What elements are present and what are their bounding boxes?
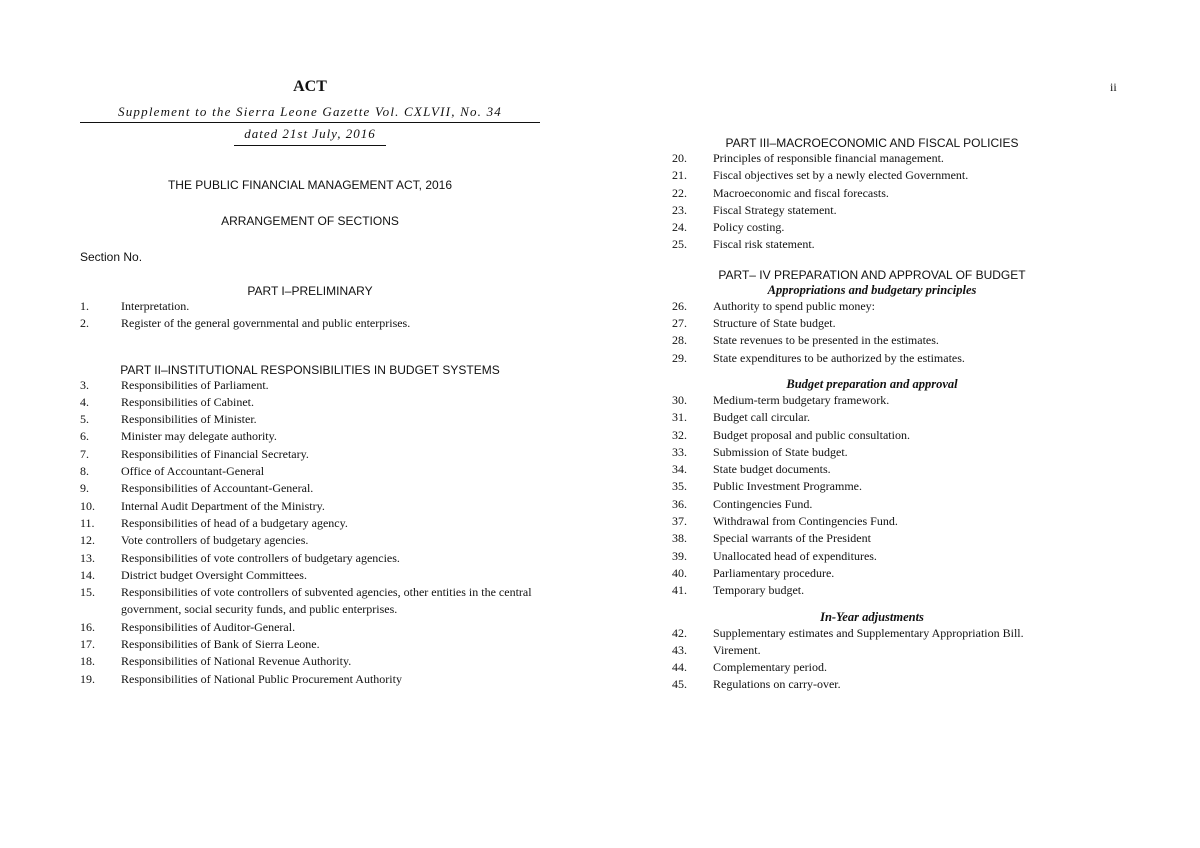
in-year-adjustments-subheading: In-Year adjustments — [820, 609, 924, 624]
section-item — [80, 446, 540, 463]
section-item — [672, 496, 1072, 513]
section-title: Fiscal Strategy statement. — [713, 202, 837, 217]
section-number: 21. — [672, 168, 687, 183]
part-1-sections — [80, 298, 540, 333]
section-title: Structure of State budget. — [713, 316, 836, 331]
section-item — [672, 332, 1072, 349]
section-title: Responsibilities of head of a budgetary agency. — [121, 515, 348, 530]
section-title: Submission of State budget. — [713, 444, 848, 459]
section-number: 31. — [672, 410, 687, 425]
section-number: 41. — [672, 583, 687, 598]
section-title: District budget Oversight Committees. — [121, 567, 307, 582]
section-item — [80, 428, 540, 445]
section-item — [672, 513, 1072, 530]
section-number: 45. — [672, 677, 687, 692]
right-column — [672, 136, 1072, 694]
section-item — [80, 653, 540, 670]
section-title: State revenues to be presented in the estimates. — [713, 333, 939, 348]
section-item — [80, 567, 540, 584]
section-title: State expenditures to be authorized by the estimates. — [713, 350, 965, 365]
gazette-date: dated 21st July, 2016 — [234, 126, 386, 146]
section-title: Office of Accountant-General — [121, 464, 265, 479]
section-title: Virement. — [713, 642, 761, 657]
arrangement-heading: ARRANGEMENT OF SECTIONS — [221, 214, 399, 228]
section-number: 15. — [80, 585, 95, 600]
section-title: Complementary period. — [713, 660, 827, 675]
section-title: Public Investment Programme. — [713, 479, 862, 494]
section-title: Responsibilities of National Public Procurement Authority — [121, 671, 402, 686]
section-number: 14. — [80, 567, 95, 582]
section-item — [80, 584, 540, 619]
section-number: 30. — [672, 392, 687, 407]
section-title: Responsibilities of Minister. — [121, 412, 257, 427]
section-item — [672, 350, 1072, 367]
section-item — [672, 625, 1072, 642]
section-number: 18. — [80, 654, 95, 669]
section-number: 35. — [672, 479, 687, 494]
budget-preparation-sections — [672, 392, 1072, 600]
section-title: Interpretation. — [121, 299, 190, 313]
section-item — [672, 582, 1072, 599]
section-number: 44. — [672, 660, 687, 675]
section-title: Regulations on carry-over. — [713, 677, 841, 692]
act-heading: ACT — [293, 78, 327, 95]
section-title: Budget proposal and public consultation. — [713, 427, 910, 442]
section-number: 1. — [80, 299, 89, 313]
section-number: 11. — [80, 515, 95, 530]
section-number: 13. — [80, 550, 95, 565]
section-number: 3. — [80, 377, 89, 392]
budget-preparation-subheading: Budget preparation and approval — [786, 376, 958, 391]
section-title: Responsibilities of National Revenue Authority. — [121, 654, 352, 669]
section-item — [672, 202, 1072, 219]
section-number: 2. — [80, 316, 89, 331]
part-4-heading: PART– IV PREPARATION AND APPROVAL OF BUDGET — [718, 267, 1026, 282]
section-title: Withdrawal from Contingencies Fund. — [713, 514, 898, 529]
section-number: 20. — [672, 151, 687, 165]
section-number: 5. — [80, 412, 89, 427]
section-number: 16. — [80, 619, 95, 634]
section-item — [80, 411, 540, 428]
section-title: Fiscal objectives set by a newly elected Government. — [713, 168, 969, 183]
section-item — [672, 315, 1072, 332]
section-number: 43. — [672, 642, 687, 657]
section-item — [80, 532, 540, 549]
section-title: Responsibilities of vote controllers of budgetary agencies. — [121, 550, 400, 565]
section-title: Responsibilities of vote controllers of subvented agencies, other entities in the central government, social security funds, and public enterprises. — [121, 585, 532, 617]
section-item — [672, 659, 1072, 676]
section-item — [672, 219, 1072, 236]
part-2-heading: PART II–INSTITUTIONAL RESPONSIBILITIES IN BUDGET SYSTEMS — [120, 362, 500, 377]
section-item — [672, 298, 1072, 315]
section-number: 28. — [672, 333, 687, 348]
section-item — [80, 463, 540, 480]
part-3-sections — [672, 150, 1072, 254]
section-title: Unallocated head of expenditures. — [713, 548, 877, 563]
section-item — [672, 461, 1072, 478]
section-item — [80, 377, 540, 394]
section-number: 6. — [80, 429, 89, 444]
section-title: Internal Audit Department of the Ministry. — [121, 498, 325, 513]
section-item — [80, 619, 540, 636]
section-number: 27. — [672, 316, 687, 331]
section-title: Fiscal risk statement. — [713, 237, 815, 252]
section-item — [672, 565, 1072, 582]
section-title: Minister may delegate authority. — [121, 429, 277, 444]
section-title: Responsibilities of Auditor-General. — [121, 619, 296, 634]
section-number: 42. — [672, 625, 687, 640]
section-number: 7. — [80, 446, 89, 461]
section-item — [80, 298, 540, 315]
section-number: 36. — [672, 496, 687, 511]
section-item — [672, 409, 1072, 426]
section-title: Responsibilities of Bank of Sierra Leone. — [121, 637, 320, 652]
section-number: 19. — [80, 671, 95, 686]
section-item — [672, 642, 1072, 659]
section-item — [80, 480, 540, 497]
section-item — [672, 548, 1072, 565]
act-name: THE PUBLIC FINANCIAL MANAGEMENT ACT, 2016 — [167, 178, 453, 192]
section-title: Special warrants of the President — [713, 531, 871, 546]
section-number: 40. — [672, 565, 687, 580]
section-item — [672, 530, 1072, 547]
section-number: 9. — [80, 481, 89, 496]
section-number: 34. — [672, 462, 687, 477]
section-title: Medium-term budgetary framework. — [713, 392, 890, 407]
section-number: 10. — [80, 498, 95, 513]
section-item — [672, 236, 1072, 253]
appropriations-sections — [672, 298, 1072, 367]
section-title: Contingencies Fund. — [713, 496, 813, 511]
section-item — [672, 427, 1072, 444]
section-item — [672, 167, 1072, 184]
section-title: State budget documents. — [713, 462, 831, 477]
section-item — [672, 150, 1072, 167]
section-title: Responsibilities of Financial Secretary. — [121, 446, 309, 461]
section-number: 39. — [672, 548, 687, 563]
appropriations-subheading: Appropriations and budgetary principles — [767, 282, 977, 297]
section-number: 25. — [672, 237, 687, 252]
section-title: Supplementary estimates and Supplementary Appropriation Bill. — [713, 625, 1024, 640]
in-year-adjustments-sections — [672, 625, 1072, 694]
section-item — [80, 394, 540, 411]
section-number: 38. — [672, 531, 687, 546]
gazette-supplement-line: Supplement to the Sierra Leone Gazette Vol. CXLVII, No. 34 — [80, 104, 540, 123]
section-title: Responsibilities of Cabinet. — [121, 394, 254, 409]
section-item — [80, 315, 540, 332]
section-title: Responsibilities of Parliament. — [121, 377, 269, 392]
section-number: 23. — [672, 202, 687, 217]
section-item — [80, 671, 540, 688]
section-title: Policy costing. — [713, 220, 785, 235]
part-3-heading: PART III–MACROECONOMIC AND FISCAL POLICIES — [725, 136, 1019, 150]
section-number: 22. — [672, 185, 687, 200]
section-item — [672, 478, 1072, 495]
section-number: 26. — [672, 298, 687, 313]
section-title: Register of the general governmental and public enterprises. — [121, 316, 411, 331]
section-title: Parliamentary procedure. — [713, 565, 835, 580]
section-item — [672, 444, 1072, 461]
section-number: 32. — [672, 427, 687, 442]
section-number-label: Section No. — [80, 250, 143, 264]
section-title: Principles of responsible financial management. — [713, 151, 944, 165]
section-number: 12. — [80, 533, 95, 548]
section-number: 24. — [672, 220, 687, 235]
section-item — [80, 550, 540, 567]
part-1-heading: PART I–PRELIMINARY — [247, 284, 373, 298]
section-number: 37. — [672, 514, 687, 529]
page-marker: ii — [1110, 80, 1117, 94]
section-number: 29. — [672, 350, 687, 365]
section-number: 4. — [80, 394, 89, 409]
section-item — [672, 185, 1072, 202]
section-title: Responsibilities of Accountant-General. — [121, 481, 314, 496]
section-item — [80, 636, 540, 653]
section-title: Temporary budget. — [713, 583, 805, 598]
section-title: Budget call circular. — [713, 410, 810, 425]
part-2-sections — [80, 377, 540, 688]
section-item — [672, 676, 1072, 693]
section-title: Authority to spend public money: — [713, 298, 875, 313]
left-column — [80, 78, 540, 688]
section-number: 33. — [672, 444, 687, 459]
section-title: Vote controllers of budgetary agencies. — [121, 533, 309, 548]
section-item — [80, 515, 540, 532]
section-number: 8. — [80, 464, 89, 479]
section-number: 17. — [80, 637, 95, 652]
section-title: Macroeconomic and fiscal forecasts. — [713, 185, 889, 200]
section-item — [80, 498, 540, 515]
section-item — [672, 392, 1072, 409]
